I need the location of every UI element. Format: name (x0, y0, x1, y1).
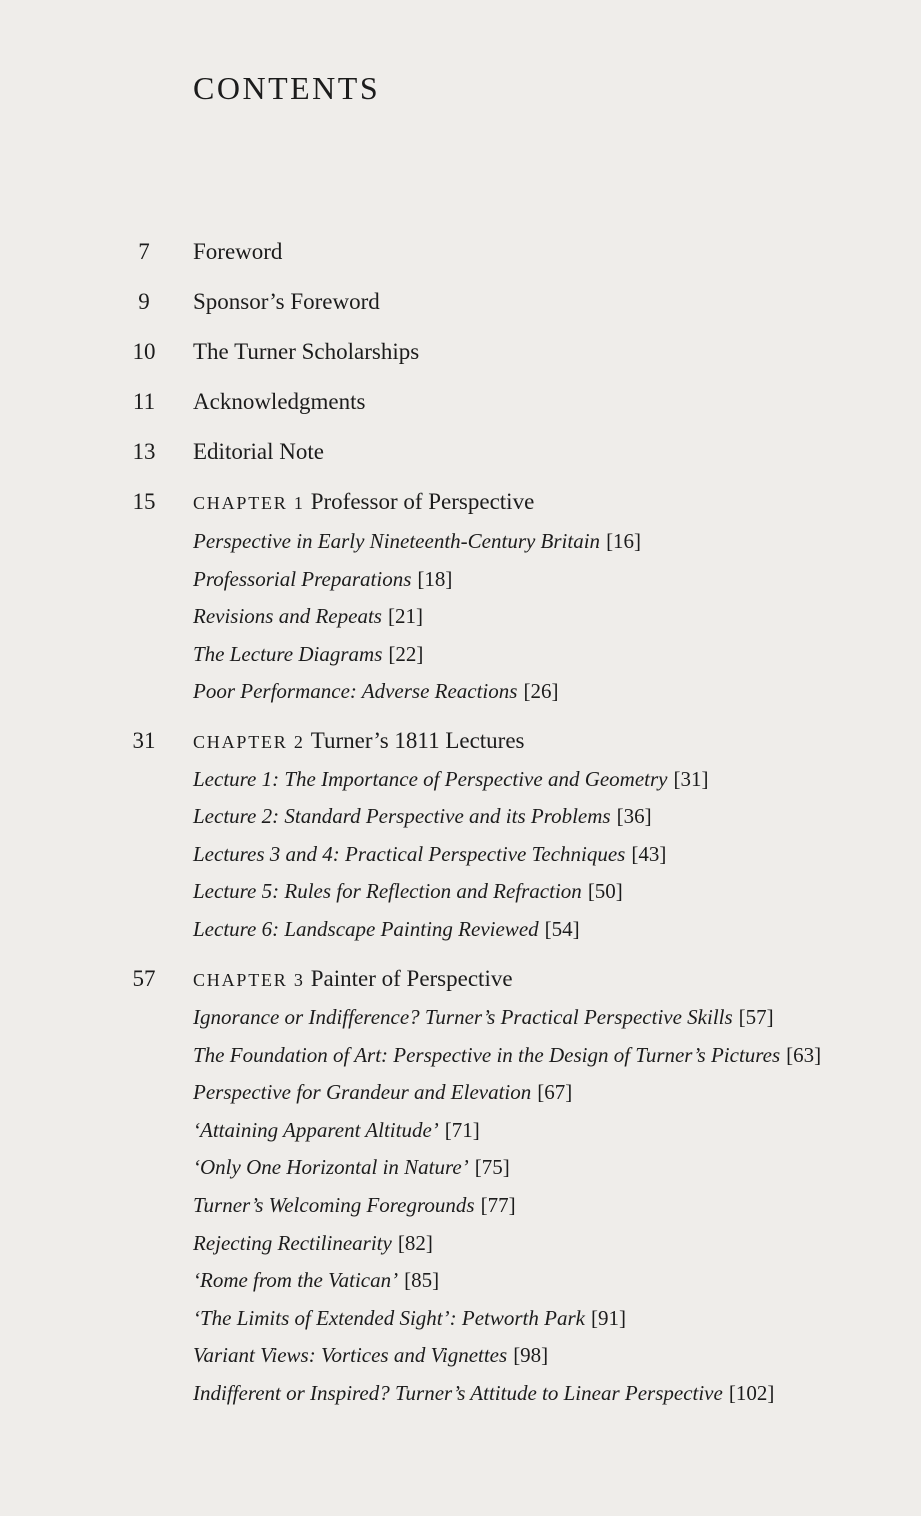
section-title: Lecture 2: Standard Perspective and its Problems (193, 804, 611, 828)
toc-page-number: 57 (132, 966, 156, 991)
toc-section[interactable] (0, 638, 900, 674)
section-title: Variant Views: Vortices and Vignettes (193, 1343, 508, 1367)
section-title: Lecture 1: The Importance of Perspective and Geometry (193, 767, 668, 791)
section-page: [67] (537, 1080, 573, 1104)
section-page: [71] (444, 1118, 480, 1142)
section-title: Lecture 6: Landscape Painting Reviewed (193, 917, 539, 941)
toc-entry-title: Editorial Note (193, 439, 324, 464)
section-title: Perspective in Early Nineteenth-Century Britain (193, 529, 601, 553)
section-title: Professorial Preparations (193, 567, 412, 591)
section-title: Revisions and Repeats (193, 604, 382, 628)
toc-section[interactable] (0, 1339, 900, 1375)
section-page: [50] (587, 879, 623, 903)
section-page: [16] (606, 529, 642, 553)
section-page: [102] (728, 1381, 775, 1405)
toc-page-number: 9 (138, 289, 150, 314)
toc-chapter-3[interactable] (0, 963, 900, 999)
chapter-heading (193, 489, 534, 515)
toc-section[interactable] (0, 763, 900, 799)
section-title: Poor Performance: Adverse Reactions (193, 679, 518, 703)
section-page: [77] (480, 1193, 516, 1217)
toc-section[interactable] (0, 563, 900, 599)
section-page: [18] (417, 567, 453, 591)
toc-entry-title: Sponsor’s Foreword (193, 289, 380, 314)
toc-section[interactable] (0, 1039, 900, 1075)
section-page: [98] (513, 1343, 549, 1367)
page-title: CONTENTS (193, 70, 381, 106)
chapter-heading (193, 728, 525, 754)
toc-entry-editorial-note[interactable] (0, 436, 900, 472)
chapter-title: Professor of Perspective (310, 489, 535, 514)
section-page: [43] (631, 842, 667, 866)
toc-entry-title: The Turner Scholarships (193, 339, 420, 364)
toc-page-number: 15 (132, 489, 156, 514)
toc-page-number: 31 (132, 728, 156, 753)
section-page: [31] (673, 767, 709, 791)
toc-section[interactable] (0, 1001, 900, 1037)
section-title: Rejecting Rectilinearity (193, 1231, 392, 1255)
toc-page-number: 13 (132, 439, 156, 464)
toc-entry-sponsors-foreword[interactable] (0, 286, 900, 322)
toc-section[interactable] (0, 1151, 900, 1187)
toc-section[interactable] (0, 600, 900, 636)
section-title: Lectures 3 and 4: Practical Perspective Techniques (193, 842, 626, 866)
toc-entry-turner-scholarships[interactable] (0, 336, 900, 372)
chapter-label: CHAPTER 3 (193, 970, 305, 990)
toc-section[interactable] (0, 913, 900, 949)
section-page: [63] (786, 1043, 822, 1067)
toc-page-number: 10 (132, 339, 156, 364)
section-page: [85] (404, 1268, 440, 1292)
section-title: Indifferent or Inspired? Turner’s Attitude to Linear Perspective (193, 1381, 723, 1405)
toc-page-number: 7 (138, 239, 150, 264)
toc-entry-acknowledgments[interactable] (0, 386, 900, 422)
section-title: The Foundation of Art: Perspective in the Design of Turner’s Pictures (193, 1043, 781, 1067)
section-title: Turner’s Welcoming Foregrounds (193, 1193, 475, 1217)
toc-page-number: 11 (132, 389, 156, 414)
section-page: [82] (397, 1231, 433, 1255)
section-title: ‘The Limits of Extended Sight’: Petworth Park (193, 1306, 585, 1330)
section-title: ‘Rome from the Vatican’ (193, 1268, 399, 1292)
section-page: [22] (388, 642, 424, 666)
section-title: ‘Attaining Apparent Altitude’ (193, 1118, 439, 1142)
toc-chapter-2[interactable] (0, 725, 900, 761)
section-page: [91] (590, 1306, 626, 1330)
section-title: The Lecture Diagrams (193, 642, 383, 666)
toc-entry-foreword[interactable] (0, 236, 900, 272)
section-page: [21] (387, 604, 423, 628)
section-title: Ignorance or Indifference? Turner’s Practical Perspective Skills (193, 1005, 733, 1029)
toc-section[interactable] (0, 525, 900, 561)
toc-section[interactable] (0, 1264, 900, 1300)
section-page: [26] (523, 679, 559, 703)
section-title: Lecture 5: Rules for Reflection and Refraction (193, 879, 582, 903)
section-page: [54] (544, 917, 580, 941)
section-page: [75] (474, 1155, 510, 1179)
toc-section[interactable] (0, 675, 900, 711)
toc-section[interactable] (0, 1189, 900, 1225)
toc-section[interactable] (0, 1076, 900, 1112)
section-title: Perspective for Grandeur and Elevation (193, 1080, 532, 1104)
chapter-label: CHAPTER 1 (193, 493, 305, 513)
toc-section[interactable] (0, 1227, 900, 1263)
toc-section[interactable] (0, 800, 900, 836)
toc-section[interactable] (0, 1302, 900, 1338)
chapter-title: Turner’s 1811 Lectures (310, 728, 525, 753)
section-page: [36] (616, 804, 652, 828)
toc-section[interactable] (0, 838, 900, 874)
chapter-label: CHAPTER 2 (193, 732, 305, 752)
toc-entry-title: Acknowledgments (193, 389, 366, 414)
toc-section[interactable] (0, 1377, 900, 1413)
chapter-heading (193, 966, 513, 992)
toc-chapter-1[interactable] (0, 486, 900, 522)
section-title: ‘Only One Horizontal in Nature’ (193, 1155, 469, 1179)
section-page: [57] (738, 1005, 774, 1029)
toc-section[interactable] (0, 875, 900, 911)
toc-section[interactable] (0, 1114, 900, 1150)
toc-entry-title: Foreword (193, 239, 283, 264)
chapter-title: Painter of Perspective (310, 966, 513, 991)
